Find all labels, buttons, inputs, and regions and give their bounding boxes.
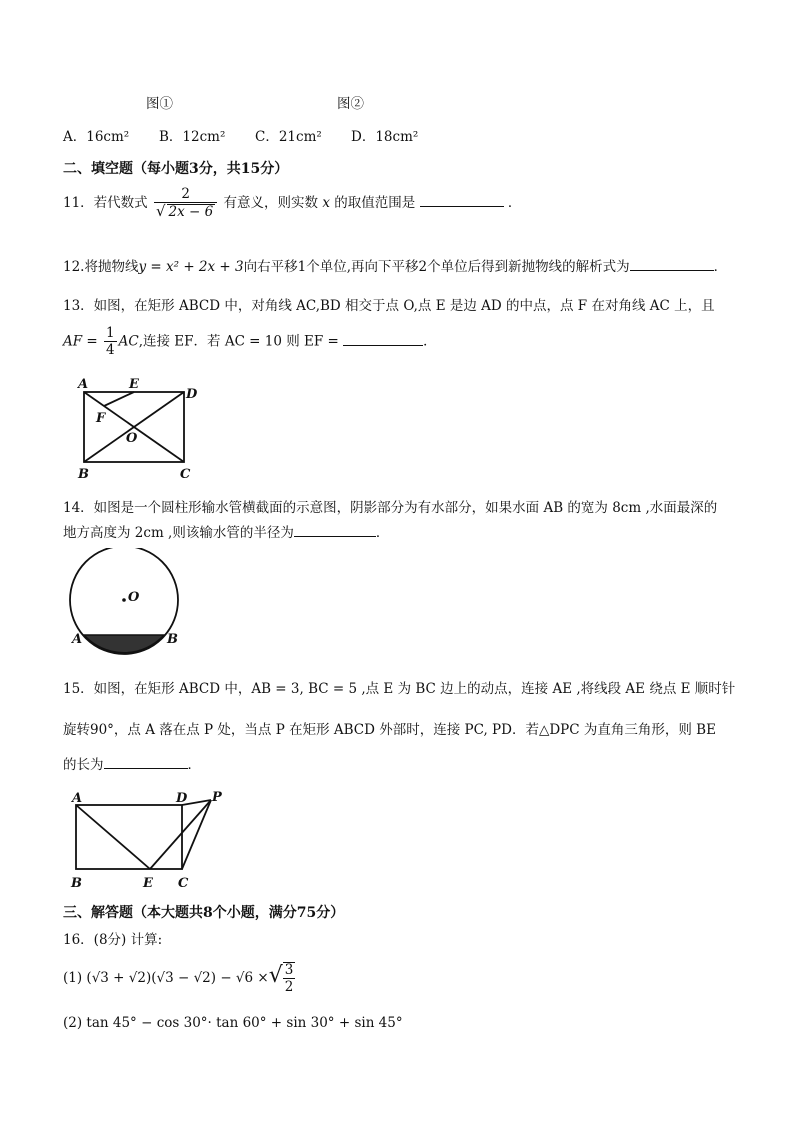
option-c: C．21cm² [255, 129, 322, 145]
label-b: B [167, 632, 178, 647]
section-3-heading: 三、解答题（本大题共8个小题，满分75分） [63, 905, 345, 921]
label-d: D [176, 791, 188, 806]
q13-numerator: 1 [106, 325, 115, 341]
q14-end: ． [375, 525, 390, 541]
question-11 [63, 187, 521, 220]
q13-fraction [104, 326, 117, 358]
q15-answer-blank[interactable] [104, 767, 188, 769]
option-b: B．12cm² [159, 129, 226, 145]
q16-denominator: 2 [284, 979, 294, 995]
question-16-part-2: (2) tan 45° − cos 30°· tan 60° + sin 30° + sin 45° [63, 1015, 403, 1031]
question-12 [63, 255, 727, 275]
question-14-line-2 [63, 521, 389, 541]
q12-end: ． [713, 259, 728, 275]
label-b: B [71, 876, 82, 891]
label-p: P [212, 790, 222, 805]
q12-prefix: 12.将抛物线 [63, 259, 139, 275]
q11-text-2: 的取值范围是 [334, 195, 416, 211]
q11-variable: x [322, 195, 330, 211]
section-2-heading: 二、填空题（每小题3分，共15分） [63, 161, 289, 177]
label-c: C [180, 467, 191, 482]
label-a: A [78, 377, 89, 392]
label-a: A [72, 791, 83, 806]
q13-af: AF = [63, 333, 98, 350]
question-16-title: 16．(8分) 计算: [63, 932, 163, 948]
q11-fraction: $\frac{2}{√ 2x - 6}$ [154, 187, 217, 220]
q13-answer-blank[interactable] [343, 344, 423, 346]
label-b: B [78, 467, 89, 482]
label-o: O [128, 590, 140, 605]
q16-numerator: 3 [284, 962, 294, 978]
question-13-line-1: 13．如图，在矩形 ABCD 中，对角线 AC,BD 相交于点 O,点 E 是边 AD 的中点，点 F 在对角线 AC 上，且 [63, 298, 715, 314]
label-c: C [178, 876, 189, 891]
question-15-line-1: 15．如图，在矩形 ABCD 中，AB = 3, BC = 5 ,点 E 为 BC 边上的动点，连接 AE ,将线段 AE 绕点 E 顺时针 [63, 681, 736, 697]
option-a: A．16cm² [63, 129, 130, 145]
q11-end: ． [507, 195, 522, 211]
question-14-line-1: 14．如图是一个圆柱形输水管横截面的示意图，阴影部分为有水部分，如果水面 AB 的宽为 8cm ,水面最深的 [63, 500, 718, 516]
figure-2-caption: 图② [337, 96, 364, 112]
q11-text: 有意义，则实数 [223, 195, 319, 211]
q14-answer-blank[interactable] [294, 535, 376, 537]
q16-part-1-fraction [283, 962, 296, 995]
question-16-part-1: (1) (√3 + √2)(√3 − √2) − √6 ×√ $\frac{3}{2}$ [63, 962, 294, 995]
question-15-line-2: 旋转90°，点 A 落在点 P 处，当点 P 在矩形 ABCD 外部时，连接 PC, PD．若△DPC 为直角三角形，则 BE [63, 722, 716, 738]
q11-numerator: 2 [181, 186, 190, 202]
q16-part-1-expression: (√3 + √2)(√3 − √2) − √6 × [86, 970, 269, 986]
q12-text: 向右平移1个单位,再向下平移2个单位后得到新抛物线的解析式为 [243, 259, 630, 275]
q14-pipe-cross-section-figure [64, 548, 188, 660]
label-d: D [186, 387, 198, 402]
q12-expression: y = x² + 2x + 3 [138, 259, 244, 275]
q13-denominator: 4 [106, 342, 115, 358]
q13-end: ． [423, 333, 437, 350]
q13-rectangle-figure [74, 374, 204, 484]
q13-text: ,连接 EF．若 AC = 10 则 EF = [138, 333, 339, 350]
q16-part-1-label: (1) [63, 970, 83, 986]
q15-rectangle-rotation-figure [66, 787, 230, 893]
q11-denominator: 2x − 6 [168, 204, 214, 220]
label-a: A [72, 632, 83, 647]
q15-text: 的长为 [63, 757, 104, 773]
q11-prefix: 11．若代数式 [63, 195, 148, 211]
question-15-line-3 [63, 753, 201, 773]
q11-answer-blank[interactable] [420, 205, 504, 207]
label-f: F [96, 411, 106, 426]
option-d: D．18cm² [351, 129, 419, 145]
q13-ac: AC [118, 333, 139, 350]
question-13-line-2 [63, 326, 437, 358]
label-e: E [143, 876, 153, 891]
q15-end: ． [187, 757, 201, 773]
label-e: E [129, 377, 139, 392]
figure-1-caption: 图① [146, 96, 173, 112]
q12-answer-blank[interactable] [630, 269, 714, 271]
q14-text: 地方高度为 2cm ,则该输水管的半径为 [63, 525, 294, 541]
label-o: O [126, 431, 138, 446]
